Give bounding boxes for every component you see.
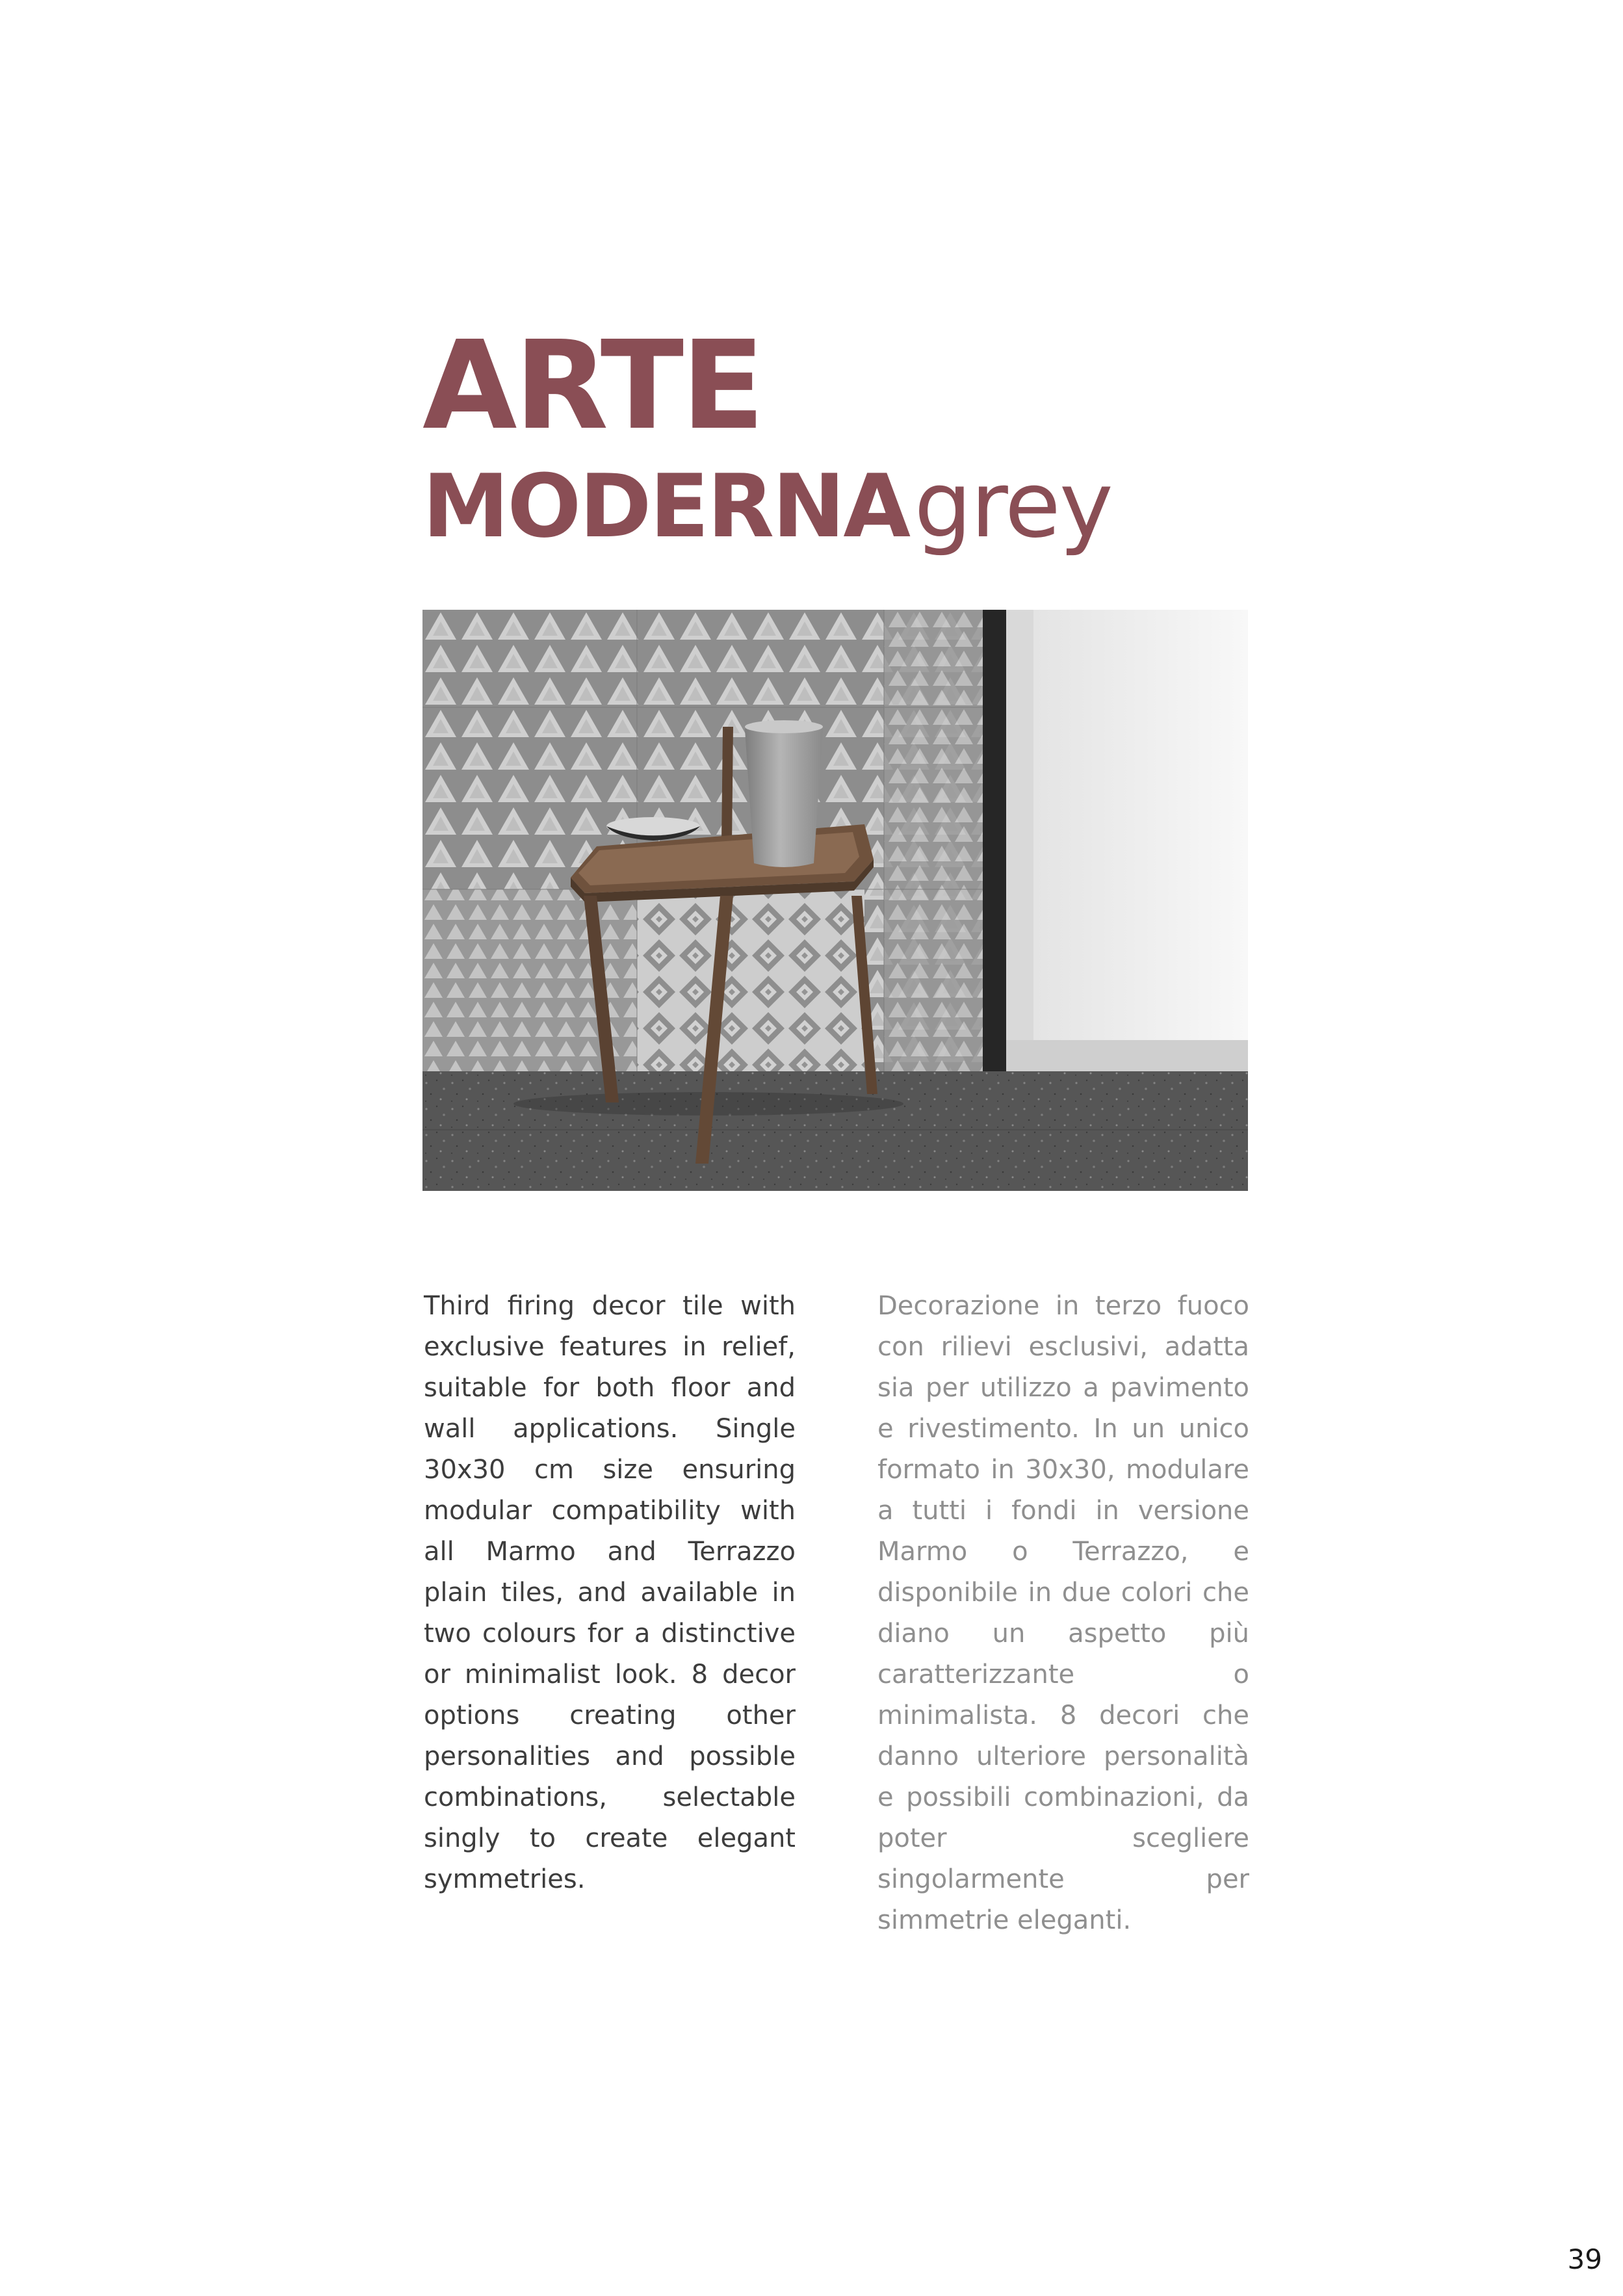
product-photo	[422, 610, 1248, 1191]
title-light-word: grey	[914, 452, 1112, 558]
description-english: Third firing decor tile with exclusive features in relief, suitable for both floor and wall applications. Single 30x30 cm size ensuring modular compatibility with all Marmo and Terrazzo plain tiles, and available in two colours for a distinctive or minimalist look. 8 decor options creating other personalities and possible combinations, selectable singly to create elegant symmetries.	[424, 1291, 796, 1894]
title-bold-word: MODERNA	[422, 456, 909, 557]
page-number: 39	[1567, 2243, 1602, 2275]
title-line-2	[422, 452, 1112, 558]
title-line-1: ARTE	[422, 315, 762, 457]
description-italian: Decorazione in terzo fuoco con rilievi esclusivi, adatta sia per utilizzo a pavimento e rivestimento. In un unico formato in 30x30, modulare a tutti i fondi in versione Marmo o Terrazzo, e disponibile in due colori che diano un aspetto più caratterizzante o minimalista. 8 decori che danno ulteriore personalità e possibili combinazioni, da poter scegliere singolarmente per simmetrie eleganti.	[877, 1291, 1249, 1935]
